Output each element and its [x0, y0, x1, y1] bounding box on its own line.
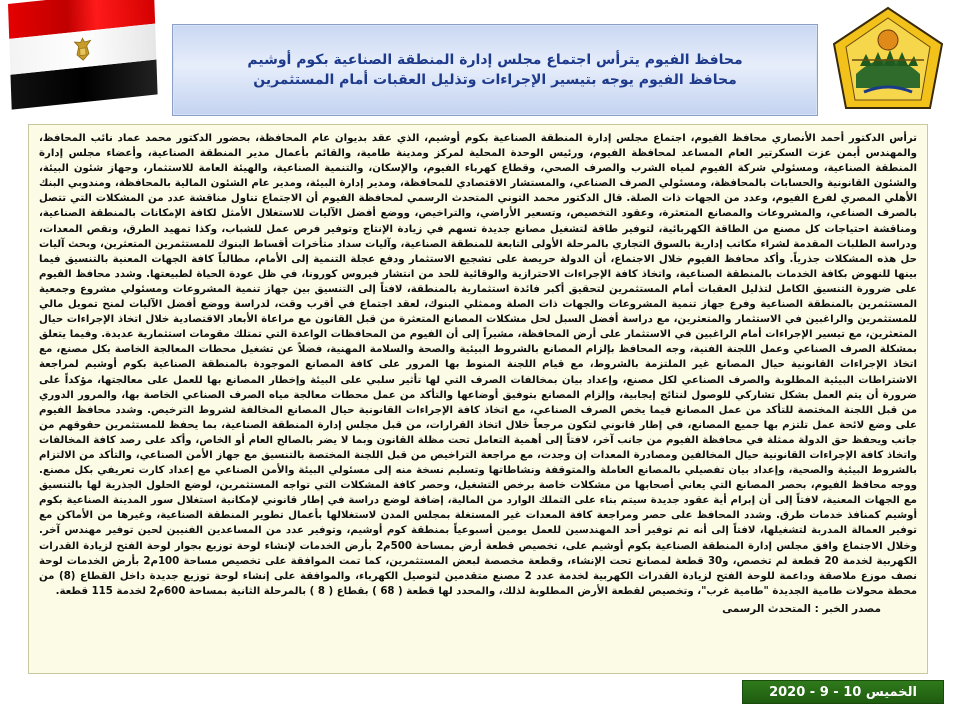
article-body: ترأس الدكتور أحمد الأنصاري محافظ الفيوم، اجتماع مجلس إدارة المنطقة الصناعية بكوم أوشيم، الذي عقد بديوان عام المحافظة، بحضور الدكتور محمد عماد نائب المحافظ، والمهندس أيمن عزت السكرتير العام المساعد لمحافظة الفيوم، ورئيس الوحدة المحلية لمركز ومدينة طامية، والقائم بأعمال مدير المنطقة الصناعية، وأعضاء مجلس إدارة المنطقة الصناعية، ومسئولي شركة الفيوم لمياه الشرب والصرف الصحي، وقطاع كهرباء الفيوم، والإسكان، والتنمية الصناعية، والهيئة العامة للاستثمار، وجهاز شئون البيئة، والشئون القانونية والحسابات بالمحافظة، ومسئولي الصرف الصناعي، والمستشار الاقتصادي للمحافظة، ومدير إدارة البيئة، ومدير عام الشئون المالية بالمحافظة، ومندوبي البنك الأهلي المصري لفرع الفيوم، وعدد من الجهات ذات الصلة. قال الدكتور محمد التوني المتحدث الرسمي لمحافظة الفيوم أن الاجتماع تناول مناقشة عدد من المشكلات التي تتصل بالصرف الصناعي، والمشروعات والمصانع المتعثرة، وعقود التخصيص، وتسعير الأراضي، والتراخيص، ووضع أفضل الآليات للاستغلال الأمثل لكافة الإمكانات بالمنطقة الصناعية، ومناقشة احتياجات كل مصنع من الطاقة الكهربائية، لتوفير طاقة لتشغيل مصانع جديدة تسهم في زيادة الإنتاج وتوفير فرص عمل للشباب، وكذا تمهيد الطرق، ونقص المعدات، ودراسة الطلبات المقدمة لشراء مكاتب إدارية بالسوق التجاري بالمرحلة الأولى التابعة للمنطقة الصناعية، وآليات سداد متأخرات أقساط البنوك للمستثمرين المتعثرين، وبحث آليات حل هذه المشكلات جذرياً. وأكد محافظ الفيوم خلال الاجتماع، أن الدولة حريصة على تشجيع الاستثمار ودفع عجلة التنمية إلى الأمام، مطالباً كافة الجهات المعنية بالتنسيق فيما بينها للنهوض بكافة الخدمات بالمنطقة الصناعية، واتخاذ كافة الإجراءات الاحترازية والوقائية للحد من انتشار فيروس كورونا، في ظل عودة الحياة لطبيعتها. وشدد محافظ الفيوم على ضرورة التنسيق الكامل لتذليل العقبات أمام المستثمرين لتحقيق أكبر فائدة استثمارية بالمنطقة، لافتاً إلى التنسيق بين جهاز تنمية المشروعات ومسئولي مشروع وجمعية المستثمرين بالمنطقة الصناعية وفرع جهاز تنمية المشروعات والجهات ذات الصلة وممثلي البنوك، لعقد اجتماع في أقرب وقت، لدراسة ووضع أفضل الآليات لمنح تمويل مالي للمستثمرين والراغبين في الاستثمار والمتعثرين، مع دراسة أفضل السبل لحل مشكلات المصانع المتعثرة من قبل القانون مع مراعاة الأبعاد الاقتصادية خلال اتخاذ الإجراءات حيال المتعثرين، مع تيسير الإجراءات أمام الراغبين في الاستثمار على أرض المحافظة، مشيراً إلى أن الفيوم من المحافظات الواعدة التي تمتلك مقومات استثمارية عديدة. وفيما يتعلق بمشكلة الصرف الصناعي وعمل اللجنة الفنية، وجه المحافظ بإلزام المصانع بالشروط البيئية والصحة والسلامة المهنية، فضلاً عن تشغيل محطات المعالجة الخاصة بكل مصنع، مع اتخاذ الإجراءات القانونية حيال المصانع غير الملتزمة بالشروط، مع قيام اللجنة المنوط بها المرور على كافة المصانع الموجودة بالمنطقة الصناعية بكوم أوشيم لمراجعة الاشتراطات البيئية المطلوبة والصرف الصناعي لكل مصنع، وإعداد بيان بمخالفات الصرف التي لها تأثير سلبي على البيئة وإخطار المصانع بها للعمل على معالجتها، مؤكداً على ضرورة أن يتم العمل بشكل تشاركي للوصول لنتائج إيجابية، وإلزام المصانع بتوفيق أوضاعها والتأكد من عمل محطات معالجة مياه الصرف الصناعي الخاصة بها، والمرور الدوري من قبل اللجنة المختصة للتأكد من عمل المصانع فيما يخص الصرف الصناعي، مع اتخاذ كافة الإجراءات القانونية حيال المصانع المخالفة لشروط الترخيص. وشدد محافظ الفيوم على وضع لائحة عمل تلتزم بها جميع المصانع، في إطار قانوني لتكون مرجعاً خلال اتخاذ القرارات، من قبل مجلس إدارة المنطقة الصناعية، بما يحفظ للمستثمرين حقوقهم من جانب ويحفظ حق الدولة ممثلة في محافظة الفيوم من جانب آخر، لافتاً إلى أهمية التعامل تحت مظلة القانون وبما لا يضر بالصالح العام أو الخاص، وأكد على رصد كافة المخالفات واتخاذ كافة الإجراءات القانونية حيال المخالفين ومصادرة المعدات إن وجدت، مع مراجعة التراخيص من قبل اللجنة المختصة بالتنسيق مع جهاز الأمن الصناعي، والتأكد من الالتزام بالشروط البيئية والصحية، وإعداد بيان تفصيلي بالمصانع العاملة والمتوقفة ونشاطاتها وتسليم نسخة منه إلى مسئولي البيئة والأمن الصناعي مع إعداد كارت تعريفي بكل مصنع. ووجه محافظ الفيوم، بحصر المصانع التي يعاني أصحابها من مشكلات خاصة برخص التشغيل، وحصر كافة المشكلات التي تواجه المستثمرين، لوضع الحلول الجذرية لها بالتنسيق مع الجهات المعنية، لافتاً إلى أن إبرام أية عقود جديدة سيتم بناء على التملك الوارد من المالية، إضافة لوضع دراسة في إطار قانوني لإمكانية استغلال سور المدينة الصناعية بكوم أوشيم كمنافذ خدمات طرق. وشدد المحافظ على حصر ومراجعة كافة المعدات غير المستغلة بمجلس المدن لاستغلالها بأعمال تطوير المنطقة الصناعية، وغيرها من الأماكن مع توفير العمالة المدربة لتشغيلها، لافتاً إلى أنه تم توفير أحد المهندسين للعمل يومين أسبوعياً بمنطقة كوم أوشيم، وتوفير عدد من المساعدين الفنيين لحين توفير مهندس آخر. وخلال الاجتماع وافق مجلس إدارة المنطقة الصناعية بكوم أوشيم على، تخصيص قطعة أرض بمساحة 500م2 بأرض الخدمات لإنشاء لوحة توزيع بجوار لوحة الفتح لزيادة القدرات الكهربية لخدمة 20 قطعة لم تخصص، و30 قطعة لمصانع تحت الإنشاء، وقطعة مخصصة لبعض المستثمرين، كما تمت الموافقة على تخصيص مساحة 100م2 بأرض الخدمات لوحة نصف موزع ملاصقة وداعمة للوحة الفتح لزيادة القدرات الكهربية لخدمة عدد 2 مصنع متقدمين لتوصيل الكهرباء، والموافقة على إنشاء لوحة توزيع جديدة داخل القطاع (8) من محطة محولات طامية الجديدة "طامية غرب"، وتخصيص لقطعة الأرض المطلوبة لذلك، والمحدد لها قطعة ( 68 ) بقطاع ( 8 ) بالمرحلة الثانية بمساحة 600م2 لخدمة 115 قطعة. [39, 133, 917, 597]
headline-box [172, 24, 818, 116]
egypt-flag-icon [8, 0, 158, 110]
fayoum-governorate-logo-icon [826, 4, 950, 118]
headline-line-2: محافظ الفيوم يوجه بتيسير الإجراءات وتذليل العقبات أمام المستثمرين [253, 72, 737, 88]
headline-line-1: محافظ الفيوم يترأس اجتماع مجلس إدارة المنطقة الصناعية بكوم أوشيم [247, 52, 743, 68]
article-source: مصدر الخبر : المتحدث الرسمى [722, 602, 881, 615]
date-text: الخميس 10 - 9 - 2020 [769, 684, 917, 700]
eagle-emblem-icon [70, 35, 95, 63]
date-bar [742, 680, 944, 704]
article-box [28, 124, 928, 674]
